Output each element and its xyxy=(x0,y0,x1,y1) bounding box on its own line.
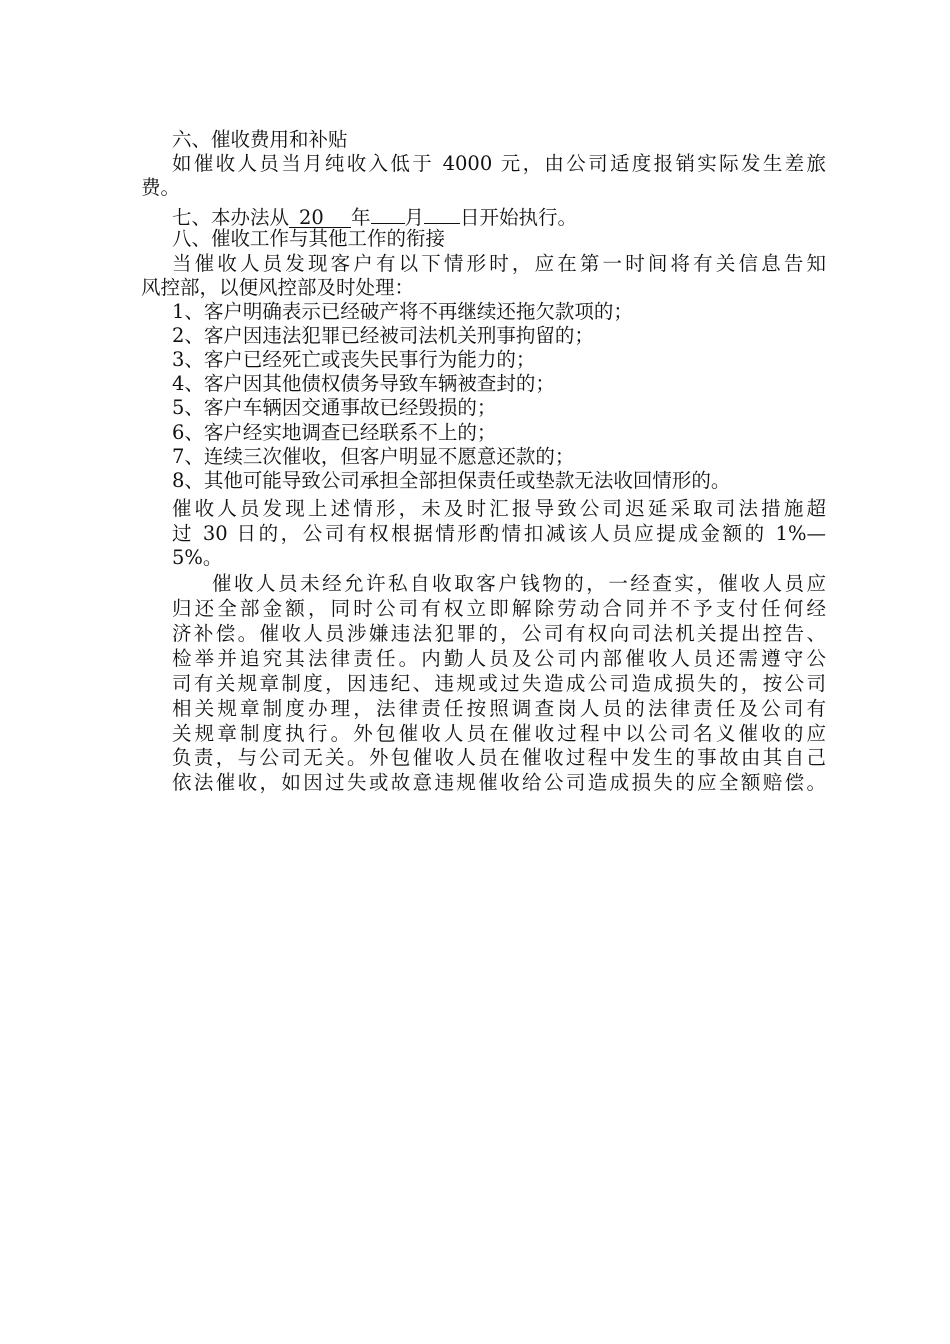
list-item: 5、客户车辆因交通事故已经毁损的； xyxy=(172,396,497,419)
year-label: 年 xyxy=(351,206,371,229)
section-8-heading: 八、催收工作与其他工作的衔接 xyxy=(172,227,446,250)
day-suffix: 日开始执行。 xyxy=(460,206,578,229)
day-blank xyxy=(424,203,460,224)
closing-paragraph-line-3: 济补偿。催收人员涉嫌违法犯罪的，公司有权向司法机关提出控告、 xyxy=(172,622,826,645)
month-blank xyxy=(371,203,405,224)
year-blank: 20 xyxy=(289,208,351,228)
list-item: 3、客户已经死亡或丧失民事行为能力的； xyxy=(172,348,536,371)
penalty-paragraph-line-2: 过 30 日的，公司有权根据情形酌情扣减该人员应提成金额的 1%— xyxy=(172,522,826,545)
list-item: 8、其他可能导致公司承担全部担保责任或垫款无法收回情形的。 xyxy=(172,469,731,492)
closing-paragraph-line-4: 检举并追究其法律责任。内勤人员及公司内部催收人员还需遵守公 xyxy=(172,647,826,670)
closing-paragraph-line-8: 负责，与公司无关。外包催收人员在催收过程中发生的事故由其自己 xyxy=(172,746,826,769)
penalty-paragraph-line-1: 催收人员发现上述情形，未及时汇报导致公司迟延采取司法措施超 xyxy=(172,497,826,520)
closing-paragraph-line-5: 司有关规章制度，因违纪、违规或过失造成公司造成损失的，按公司 xyxy=(172,672,826,695)
section-6-paragraph-line-1: 如催收人员当月纯收入低于 4000 元，由公司适度报销实际发生差旅 xyxy=(172,152,826,175)
section-7-prefix: 七、本办法从 xyxy=(172,206,290,229)
list-item: 7、连续三次催收，但客户明显不愿意还款的； xyxy=(172,445,575,468)
section-7-line xyxy=(172,203,577,230)
list-item: 1、客户明确表示已经破产将不再继续还拖欠款项的； xyxy=(172,300,633,323)
closing-paragraph-line-1: 催收人员未经允许私自收取客户钱物的，一经查实，催收人员应 xyxy=(212,572,826,595)
section-6-paragraph-line-2: 费。 xyxy=(141,176,181,199)
closing-paragraph-line-9: 依法催收，如因过失或故意违规催收给公司造成损失的应全额赔偿。 xyxy=(172,771,826,794)
penalty-paragraph-line-3: 5%。 xyxy=(172,546,223,569)
list-item: 6、客户经实地调查已经联系不上的； xyxy=(172,421,497,444)
section-6-heading: 六、催收费用和补贴 xyxy=(172,128,348,151)
list-item: 2、客户因违法犯罪已经被司法机关刑事拘留的； xyxy=(172,324,594,347)
section-8-intro-line-2: 风控部，以便风控部及时处理： xyxy=(141,276,415,299)
section-8-intro-line-1: 当催收人员发现客户有以下情形时，应在第一时间将有关信息告知 xyxy=(172,252,826,275)
month-label: 月 xyxy=(404,206,425,229)
closing-paragraph-line-6: 相关规章制度办理，法律责任按照调查岗人员的法律责任及公司有 xyxy=(172,697,826,720)
closing-paragraph-line-7: 关规章制度执行。外包催收人员在催收过程中以公司名义催收的应 xyxy=(172,722,826,745)
list-item: 4、客户因其他债权债务导致车辆被查封的； xyxy=(172,372,555,395)
closing-paragraph-line-2: 归还全部金额，同时公司有权立即解除劳动合同并不予支付任何经 xyxy=(172,597,826,620)
